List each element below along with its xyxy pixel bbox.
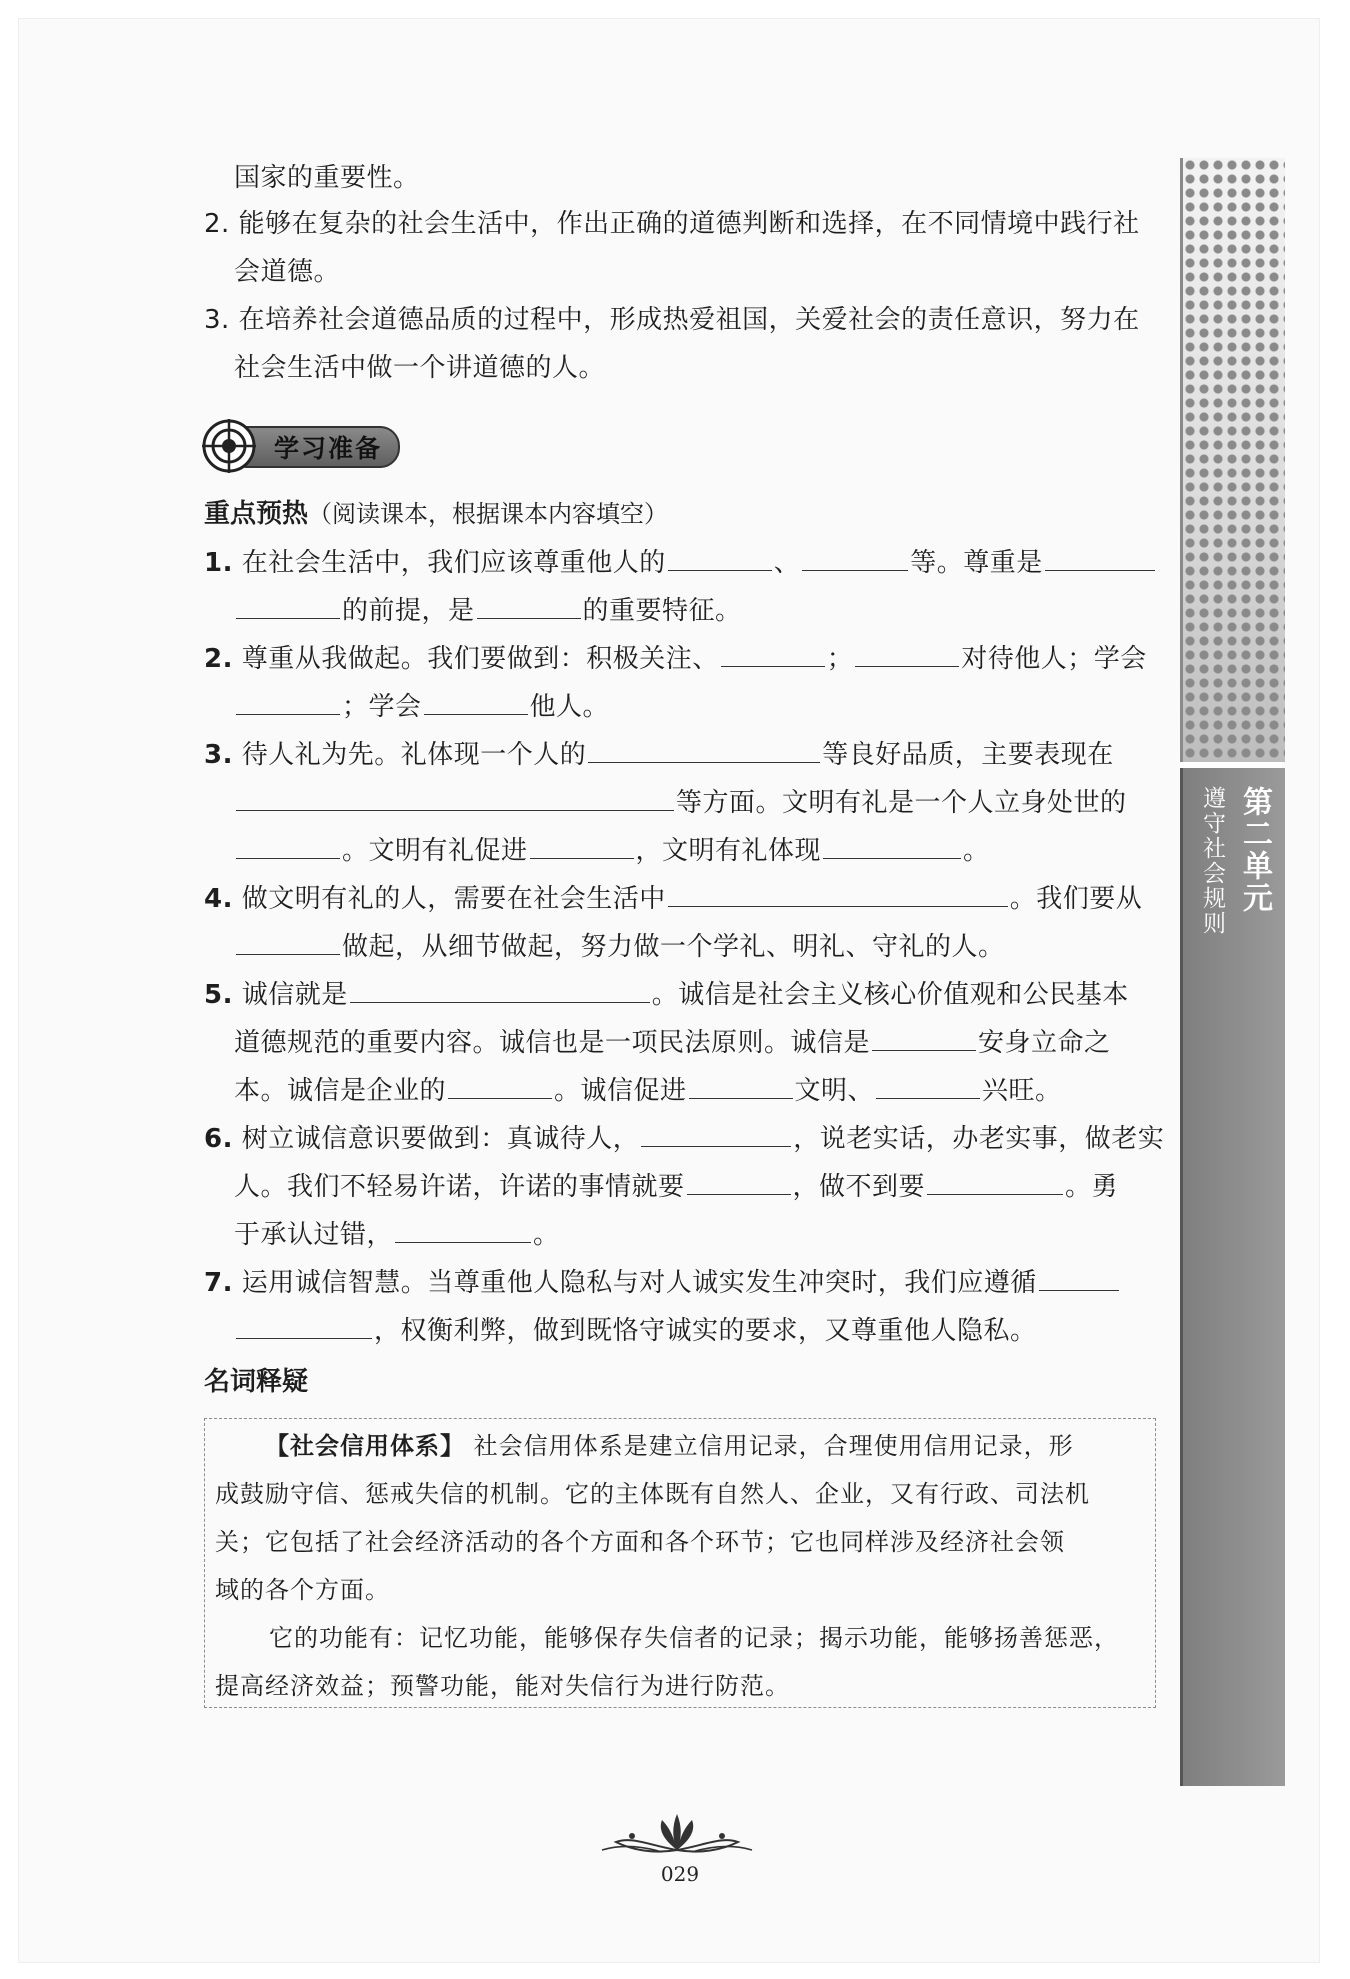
- item-5-line-3: [234, 1072, 1062, 1109]
- glossary-line: 域的各个方面。: [215, 1576, 390, 1604]
- target-icon: [200, 417, 260, 475]
- item-3-number: 3.: [204, 740, 233, 770]
- item-1-line-1: [204, 544, 1157, 581]
- item-2-number: 2.: [204, 644, 233, 674]
- item-6-text: 。: [533, 1220, 560, 1250]
- section-title: 重点预热: [204, 499, 309, 529]
- section-hint: （阅读课本，根据课本内容填空）: [308, 500, 669, 528]
- fill-blank[interactable]: [823, 832, 961, 859]
- item-1-text: 的前提，是: [342, 596, 475, 626]
- item-5-text: 。诚信是社会主义核心价值观和公民基本: [651, 980, 1129, 1010]
- glossary-line: 提高经济效益；预警功能，能对失信行为进行防范。: [215, 1672, 790, 1700]
- item-2-text: 对待他人；学会: [961, 644, 1147, 674]
- item-2-text: 尊重从我做起。我们要做到：积极关注、: [241, 644, 719, 674]
- section-heading: [204, 496, 668, 532]
- item-4-line-2: [234, 928, 1005, 965]
- unit-title: 第二单元: [1237, 786, 1272, 914]
- fill-blank[interactable]: [350, 976, 650, 1003]
- item-6-text: ，说老实话，办老实事，做老实: [793, 1124, 1165, 1154]
- item-2-line-1: [204, 640, 1147, 677]
- fill-blank[interactable]: [876, 1072, 980, 1099]
- fill-blank[interactable]: [927, 1168, 1063, 1195]
- item-2-text: ；: [826, 644, 854, 674]
- fill-blank[interactable]: [1039, 1264, 1119, 1291]
- fill-blank[interactable]: [641, 1120, 791, 1147]
- item-3-text: 等良好品质，主要表现在: [822, 740, 1114, 770]
- item-3-text: 。文明有礼促进: [342, 836, 528, 866]
- item-5-text: 本。诚信是企业的: [234, 1076, 447, 1106]
- item-5-line-2: [234, 1024, 1111, 1061]
- fill-blank[interactable]: [1045, 544, 1155, 571]
- item-3-line-1: [204, 736, 1114, 773]
- objective-3-number: 3.: [204, 305, 230, 335]
- page-number: 029: [660, 1862, 700, 1886]
- item-1-text: 、: [773, 548, 801, 578]
- unit-sidebar: [1180, 158, 1282, 1786]
- item-5-text: 安身立命之: [978, 1028, 1111, 1058]
- fill-blank[interactable]: [477, 592, 581, 619]
- glossary-term: 【社会信用体系】: [265, 1432, 465, 1460]
- item-4-text: 做文明有礼的人，需要在社会生活中: [241, 884, 666, 914]
- glossary-line: 成鼓励守信、惩戒失信的机制。它的主体既有自然人、企业，又有行政、司法机: [215, 1480, 1090, 1508]
- item-6-text: 。勇: [1065, 1172, 1119, 1202]
- fill-blank[interactable]: [588, 736, 820, 763]
- item-6-text: ，做不到要: [792, 1172, 926, 1202]
- objective-3-line-1: [204, 302, 1140, 338]
- item-4-text: 。我们要从: [1009, 884, 1143, 914]
- fill-blank[interactable]: [802, 544, 908, 571]
- flourish-ornament-icon: [592, 1806, 762, 1862]
- objective-2-line-2: 会道德。: [234, 257, 341, 287]
- item-1-line-2: [234, 592, 742, 629]
- objective-2-line-1: [204, 206, 1140, 242]
- fill-blank[interactable]: [448, 1072, 552, 1099]
- glossary-line: 关；它包括了社会经济活动的各个方面和各个环节；它也同样涉及经济社会领: [215, 1528, 1065, 1556]
- objective-2-number: 2.: [204, 209, 230, 239]
- fill-blank[interactable]: [687, 1168, 791, 1195]
- item-2-text: 他人。: [529, 692, 610, 722]
- item-6-text: 于承认过错，: [234, 1220, 394, 1250]
- glossary-line: 它的功能有：记忆功能，能够保存失信者的记录；揭示功能，能够扬善惩恶，: [269, 1624, 1119, 1652]
- item-6-text: 人。我们不轻易许诺，许诺的事情就要: [234, 1172, 685, 1202]
- item-1-text: 的重要特征。: [582, 596, 742, 626]
- sidebar-pattern: [1180, 158, 1285, 762]
- unit-subtitle: 遵守社会规则: [1199, 786, 1225, 936]
- glossary-title: 名词释疑: [204, 1367, 309, 1397]
- fill-blank[interactable]: [236, 688, 340, 715]
- item-4-text: 做起，从细节做起，努力做一个学礼、明礼、守礼的人。: [342, 932, 1005, 962]
- fill-blank[interactable]: [236, 592, 340, 619]
- item-5-text: 道德规范的重要内容。诚信也是一项民法原则。诚信是: [234, 1028, 871, 1058]
- fill-blank[interactable]: [530, 832, 634, 859]
- item-2-line-2: [234, 688, 609, 725]
- item-5-text: 。诚信促进: [554, 1076, 687, 1106]
- item-6-line-3: [234, 1216, 560, 1253]
- item-1-text: 在社会生活中，我们应该尊重他人的: [241, 548, 666, 578]
- fill-blank[interactable]: [689, 1072, 793, 1099]
- objective-2-text: 能够在复杂的社会生活中，作出正确的道德判断和选择，在不同情境中践行社: [238, 209, 1140, 239]
- glossary-line: [265, 1429, 1074, 1463]
- fill-blank[interactable]: [668, 880, 1008, 907]
- item-5-line-1: [204, 976, 1129, 1013]
- item-4-line-1: [204, 880, 1142, 917]
- fill-blank[interactable]: [721, 640, 825, 667]
- item-7-number: 7.: [204, 1268, 233, 1298]
- item-6-line-1: [204, 1120, 1164, 1157]
- item-3-text: 。: [963, 836, 990, 866]
- fill-blank[interactable]: [236, 928, 340, 955]
- item-5-text: 文明、: [794, 1076, 875, 1106]
- item-6-number: 6.: [204, 1124, 233, 1154]
- item-2-text: ；学会: [342, 692, 422, 722]
- fill-blank[interactable]: [236, 1312, 372, 1339]
- objective-3-line-2: 社会生活中做一个讲道德的人。: [234, 353, 606, 383]
- fill-blank[interactable]: [424, 688, 528, 715]
- study-prep-badge: [200, 417, 398, 473]
- item-1-number: 1.: [204, 548, 233, 578]
- item-5-text: 兴旺。: [982, 1076, 1062, 1106]
- fill-blank[interactable]: [236, 832, 340, 859]
- item-5-number: 5.: [204, 980, 233, 1010]
- item-3-text: 待人礼为先。礼体现一个人的: [241, 740, 587, 770]
- item-1-text: 等。尊重是: [910, 548, 1043, 578]
- item-6-text: 树立诚信意识要做到：真诚待人，: [241, 1124, 640, 1154]
- item-3-line-2: [234, 784, 1127, 821]
- badge-label: 学习准备: [274, 434, 383, 463]
- fill-blank[interactable]: [395, 1216, 531, 1243]
- objective-1-continuation: 国家的重要性。: [234, 163, 420, 193]
- fill-blank[interactable]: [872, 1024, 976, 1051]
- fill-blank[interactable]: [855, 640, 959, 667]
- item-4-number: 4.: [204, 884, 233, 914]
- glossary-box: [204, 1418, 1156, 1708]
- item-7-line-1: [204, 1264, 1121, 1301]
- item-3-text: ，文明有礼体现: [635, 836, 822, 866]
- item-7-text: ，权衡利弊，做到既恪守诚实的要求，又尊重他人隐私。: [374, 1316, 1037, 1346]
- item-6-line-2: [234, 1168, 1118, 1205]
- item-7-line-2: [234, 1312, 1037, 1349]
- item-3-text: 等方面。文明有礼是一个人立身处世的: [676, 788, 1127, 818]
- objective-3-text: 在培养社会道德品质的过程中，形成热爱祖国，关爱社会的责任意识，努力在: [238, 305, 1140, 335]
- item-3-line-3: [234, 832, 990, 869]
- item-7-text: 运用诚信智慧。当尊重他人隐私与对人诚实发生冲突时，我们应遵循: [241, 1268, 1037, 1298]
- fill-blank[interactable]: [236, 784, 674, 811]
- glossary-text: 社会信用体系是建立信用记录，合理使用信用记录，形: [473, 1432, 1074, 1460]
- fill-blank[interactable]: [668, 544, 772, 571]
- item-5-text: 诚信就是: [241, 980, 348, 1010]
